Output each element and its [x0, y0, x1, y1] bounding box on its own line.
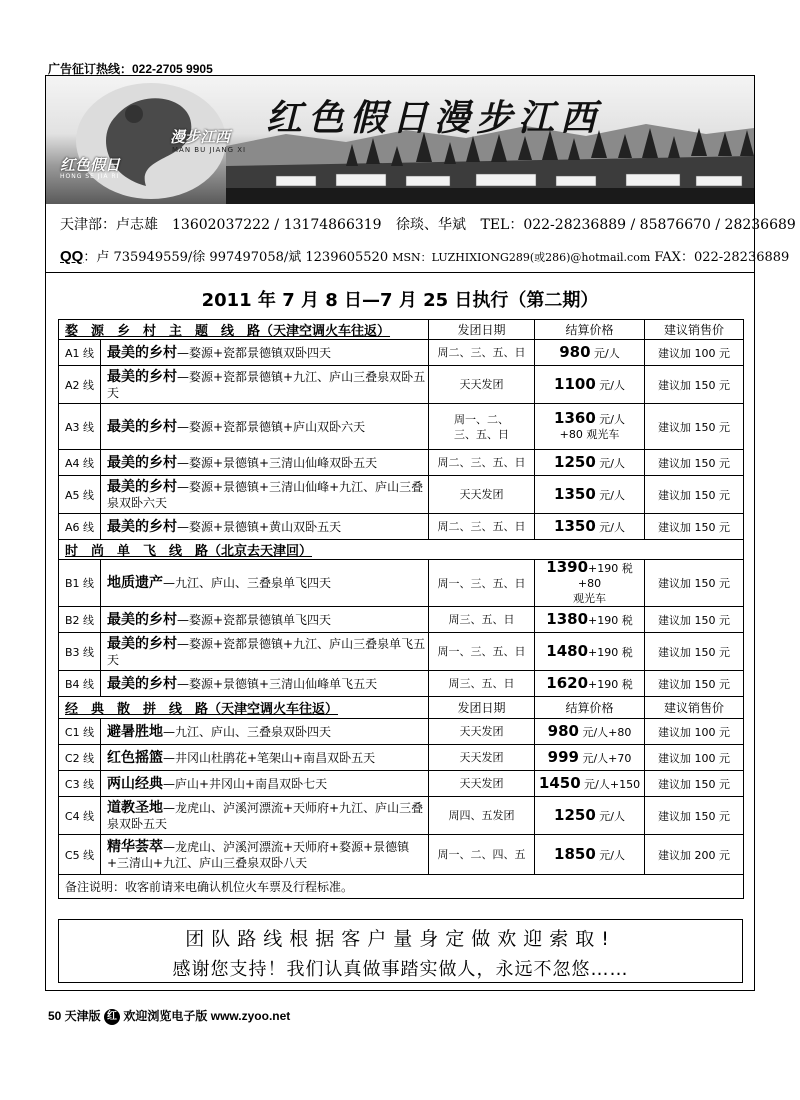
table-row [59, 476, 744, 514]
qq-values: ：卢 735949559/徐 997497058/斌 1239605520 [83, 250, 389, 265]
contact-line-2 [60, 246, 789, 265]
route-detail: —婺源+景德镇+三清山仙峰双卧五天 [177, 455, 378, 470]
col-date-header: 发团日期 [429, 697, 535, 719]
logo-main-text: 漫步江西 [170, 128, 231, 146]
route-name: 最美的乡村 [107, 518, 177, 535]
price-unit: +190 税 [588, 613, 633, 627]
route-desc [101, 633, 429, 671]
route-detail: —庐山+井冈山+南昌双卧七天 [163, 776, 328, 791]
route-name: 最美的乡村 [107, 675, 177, 692]
route-desc [101, 607, 429, 633]
price-unit: +190 税 [588, 677, 633, 691]
section-header-row [59, 320, 744, 340]
note-row [59, 875, 744, 899]
table-row [59, 514, 744, 540]
route-code: A6 线 [59, 514, 101, 540]
note-text: 备注说明：收客前请来电确认机位火车票及行程标准。 [59, 875, 744, 899]
table-row [59, 745, 744, 771]
route-suggestion: 建议加 100 元 [645, 719, 744, 745]
route-price [535, 745, 645, 771]
route-price [535, 633, 645, 671]
route-code: C3 线 [59, 771, 101, 797]
table-row [59, 340, 744, 366]
qq-label: QQ [60, 248, 84, 265]
logo-brand-text: 红色假日 [60, 156, 121, 174]
price-unit: 元/人 [595, 488, 625, 502]
route-price [535, 671, 645, 697]
route-detail: —龙虎山、泸溪河漂流+天师府+婺源+景德镇+三清山+九江、庐山三叠泉双卧八天 [107, 839, 410, 870]
route-code: A1 线 [59, 340, 101, 366]
route-date: 天天发团 [429, 366, 535, 404]
route-name: 避暑胜地 [107, 723, 163, 740]
route-desc [101, 450, 429, 476]
route-desc [101, 404, 429, 450]
table-row [59, 366, 744, 404]
route-suggestion: 建议加 150 元 [645, 607, 744, 633]
table-row [59, 771, 744, 797]
price-value: 1390 [546, 558, 589, 576]
section-title-1: 婺 源 乡 村 主 题 线 路（天津空调火车往返） [59, 320, 429, 340]
route-price [535, 797, 645, 835]
table-row [59, 719, 744, 745]
route-price [535, 607, 645, 633]
route-desc [101, 671, 429, 697]
route-price [535, 340, 645, 366]
logo-sub-text: MAN BU JIANG XI [172, 146, 247, 154]
route-date: 天天发团 [429, 476, 535, 514]
route-detail: —婺源+景德镇+三清山仙峰单飞五天 [177, 676, 378, 691]
route-suggestion: 建议加 150 元 [645, 560, 744, 607]
route-suggestion: 建议加 100 元 [645, 745, 744, 771]
route-desc [101, 745, 429, 771]
route-code: A3 线 [59, 404, 101, 450]
contact-tel: TEL：022-28236889 / 85876670 / 28236689 [480, 217, 796, 233]
col-sug-header: 建议销售价 [645, 320, 744, 340]
logo-brand-sub: HONG SE JIA RI [60, 173, 120, 180]
price-unit: 元/人+70 [578, 751, 632, 765]
footer-text: 欢迎浏览电子版 [123, 1009, 208, 1023]
route-name: 最美的乡村 [107, 418, 177, 435]
route-code: A5 线 [59, 476, 101, 514]
route-code: C5 线 [59, 835, 101, 875]
footer-url[interactable]: www.zyoo.net [210, 1009, 291, 1023]
route-suggestion: 建议加 150 元 [645, 404, 744, 450]
closing-banner [58, 919, 743, 983]
route-price [535, 404, 645, 450]
route-name: 最美的乡村 [107, 478, 177, 495]
route-suggestion: 建议加 150 元 [645, 633, 744, 671]
col-date-header: 发团日期 [429, 320, 535, 340]
route-date: 周二、三、五、日 [429, 450, 535, 476]
route-detail: —龙虎山、泸溪河漂流+天师府+九江、庐山三叠泉双卧五天 [107, 800, 424, 831]
route-date: 周二、三、五、日 [429, 340, 535, 366]
price-unit: +190 税 [588, 645, 633, 659]
table-row [59, 633, 744, 671]
route-detail: —婺源+景德镇+黄山双卧五天 [177, 519, 342, 534]
section-header-row [59, 697, 744, 719]
table-row [59, 404, 744, 450]
divider [46, 272, 754, 273]
col-price-header: 结算价格 [535, 320, 645, 340]
execution-period: 2011 年 7 月 8 日—7 月 25 日执行（第二期） [201, 290, 599, 311]
route-name: 最美的乡村 [107, 368, 177, 385]
route-code: B4 线 [59, 671, 101, 697]
route-date: 天天发团 [429, 771, 535, 797]
route-price [535, 835, 645, 875]
route-desc [101, 514, 429, 540]
price-unit: 元/人 [590, 346, 620, 360]
route-suggestion: 建议加 150 元 [645, 797, 744, 835]
section-title-3: 经 典 散 拼 线 路（天津空调火车往返） [59, 697, 429, 719]
route-detail: —井冈山杜鹃花+笔架山+南昌双卧五天 [163, 750, 376, 765]
route-date: 周一、二、三、五、日 [429, 404, 535, 450]
msn: MSN：LUZHIXIONG289(或286)@hotmail.com [392, 251, 651, 264]
route-date: 周三、五、日 [429, 671, 535, 697]
route-desc [101, 797, 429, 835]
page-footer [48, 1007, 290, 1025]
route-price [535, 560, 645, 607]
ad-hotline: 广告征订热线：022-2705 9905 [48, 62, 213, 76]
route-detail: —婺源+瓷都景德镇+九江、庐山三叠泉单飞五天 [107, 636, 426, 667]
route-detail: —婺源+瓷都景德镇+九江、庐山三叠泉双卧五天 [107, 369, 426, 400]
route-date: 周三、五、日 [429, 607, 535, 633]
route-suggestion: 建议加 100 元 [645, 340, 744, 366]
contact-line-1 [60, 214, 800, 234]
route-code: C1 线 [59, 719, 101, 745]
price-value: 999 [547, 747, 579, 766]
table-row [59, 797, 744, 835]
contact-names: 徐琰、华斌 [396, 217, 467, 233]
ad-frame [45, 75, 796, 991]
route-suggestion: 建议加 150 元 [645, 476, 744, 514]
price-value: 1350 [554, 484, 596, 503]
route-price [535, 476, 645, 514]
price-value: 980 [559, 342, 591, 361]
route-price [535, 719, 645, 745]
contact-dept: 天津部：卢志雄 13602037222 / 13174866319 [60, 217, 382, 233]
fax: FAX：022-28236889 [654, 250, 790, 265]
route-name: 地质遗产 [107, 575, 163, 591]
route-suggestion: 建议加 150 元 [645, 771, 744, 797]
route-suggestion: 建议加 150 元 [645, 366, 744, 404]
route-desc [101, 476, 429, 514]
route-suggestion: 建议加 150 元 [645, 514, 744, 540]
route-desc [101, 719, 429, 745]
route-table [58, 319, 744, 899]
price-value: 1100 [554, 374, 596, 393]
route-price [535, 450, 645, 476]
route-detail: —婺源+瓷都景德镇+庐山双卧六天 [177, 419, 366, 434]
price-unit: 元/人 [595, 413, 625, 426]
table-row [59, 607, 744, 633]
route-date: 天天发团 [429, 719, 535, 745]
route-detail: —九江、庐山、三叠泉单飞四天 [163, 576, 332, 590]
route-suggestion: 建议加 150 元 [645, 671, 744, 697]
price-value: 1360 [554, 409, 596, 427]
route-desc [101, 560, 429, 607]
price-value: 1620 [546, 673, 589, 692]
route-code: C4 线 [59, 797, 101, 835]
price-value: 1850 [554, 844, 596, 863]
route-suggestion: 建议加 150 元 [645, 450, 744, 476]
price-unit: +190 税+80 [577, 562, 633, 590]
price-value: 1250 [554, 452, 596, 471]
route-suggestion: 建议加 200 元 [645, 835, 744, 875]
section-header-row [59, 540, 744, 560]
route-code: C2 线 [59, 745, 101, 771]
col-sug-header: 建议销售价 [645, 697, 744, 719]
price-value: 1250 [554, 805, 596, 824]
section-title-2: 时 尚 单 飞 线 路（北京去天津回） [59, 540, 744, 560]
price-unit: 元/人 [595, 520, 625, 534]
route-name: 两山经典 [107, 775, 163, 792]
route-date: 周二、三、五、日 [429, 514, 535, 540]
banner [46, 76, 754, 204]
route-name: 最美的乡村 [107, 611, 177, 628]
route-name: 道教圣地 [107, 799, 163, 816]
route-code: B1 线 [59, 560, 101, 607]
route-code: B2 线 [59, 607, 101, 633]
banner-title: 红色假日漫步江西 [266, 97, 603, 139]
route-date: 周一、二、四、五 [429, 835, 535, 875]
route-desc [101, 771, 429, 797]
route-name: 最美的乡村 [107, 344, 177, 361]
route-price [535, 771, 645, 797]
route-date: 天天发团 [429, 745, 535, 771]
route-name: 最美的乡村 [107, 635, 177, 652]
price-unit: 元/人+80 [578, 725, 632, 739]
table-row [59, 835, 744, 875]
price-extra: 观光车 [573, 592, 607, 605]
route-date: 周四、五发团 [429, 797, 535, 835]
route-date: 周一、三、五、日 [429, 633, 535, 671]
route-detail: —婺源+景德镇+三清山仙峰+九江、庐山三叠泉双卧六天 [107, 479, 424, 510]
price-value: 980 [547, 721, 579, 740]
table-row [59, 560, 744, 607]
table-row [59, 671, 744, 697]
col-price-header: 结算价格 [535, 697, 645, 719]
price-value: 1350 [554, 516, 596, 535]
route-price [535, 366, 645, 404]
table-row [59, 450, 744, 476]
price-unit: 元/人 [595, 456, 625, 470]
price-extra: +80 观光车 [559, 428, 620, 441]
route-code: B3 线 [59, 633, 101, 671]
price-unit: 元/人 [595, 848, 625, 862]
route-name: 最美的乡村 [107, 454, 177, 471]
route-code: A2 线 [59, 366, 101, 404]
route-desc [101, 835, 429, 875]
page-number: 50 天津版 [48, 1009, 101, 1023]
price-value: 1450 [538, 773, 581, 792]
route-date: 周一、三、五、日 [429, 560, 535, 607]
route-detail: —婺源+瓷都景德镇双卧四天 [177, 345, 332, 360]
route-code: A4 线 [59, 450, 101, 476]
route-detail: —婺源+瓷都景德镇单飞四天 [177, 612, 332, 627]
route-desc [101, 340, 429, 366]
price-unit: 元/人+150 [580, 777, 641, 791]
price-unit: 元/人 [595, 809, 625, 823]
route-price [535, 514, 645, 540]
route-detail: —九江、庐山、三叠泉双卧四天 [163, 724, 332, 739]
price-value: 1480 [546, 641, 589, 660]
route-desc [101, 366, 429, 404]
price-value: 1380 [546, 609, 589, 628]
closing-line-1: 团队路线根据客户量身定做欢迎索取! [185, 928, 616, 950]
closing-line-2: 感谢您支持！我们认真做事踏实做人，永远不忽悠…… [172, 959, 629, 980]
red-badge-icon: 红 [104, 1009, 120, 1025]
route-name: 红色摇篮 [107, 749, 163, 766]
route-name: 精华荟萃 [107, 838, 163, 855]
price-unit: 元/人 [595, 378, 625, 392]
